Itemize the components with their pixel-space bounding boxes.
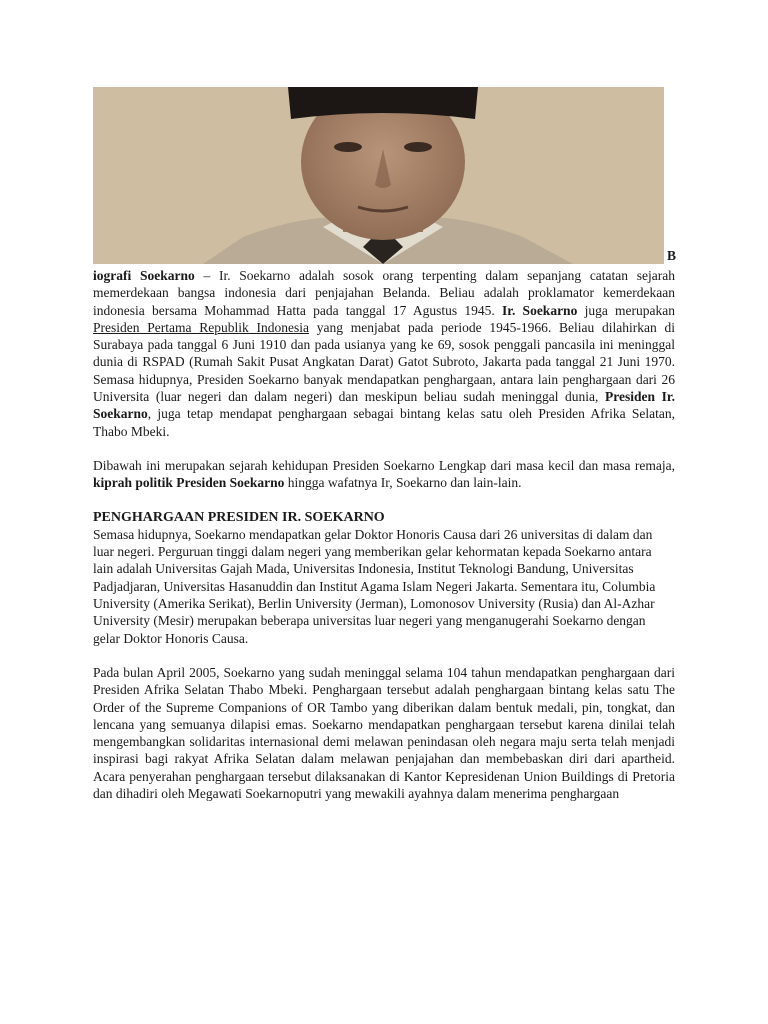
drop-letter: B xyxy=(667,248,677,263)
intro-bold-2: Presiden Ir. Soekarno xyxy=(93,389,675,422)
section-heading: PENGHARGAAN PRESIDEN IR. SOEKARNO xyxy=(93,509,385,525)
intro-text-1: – Ir. Soekarno adalah sosok orang terpenting dalam sepanjang catatan sejarah memerdekaan bangsa indonesia dari penjajahan Belanda. Beliau adalah proklamator kemerdekaan indonesia bersama Mohammad Hatta pada tanggal 17 Agustus 1945. xyxy=(93,268,675,318)
spacer xyxy=(93,647,675,664)
intro-text-3: yang menjabat pada periode 1945-1966. Beliau dilahirkan di Surabaya pada tanggal 6 Juni 1910 dan pada usianya yang ke 69, sosok penggali pancasila ini meninggal dunia di RSPAD (Rumah Sakit Pusat Angkatan Darat) Gatot Subroto, Jakarta pada tanggal 21 Juni 1970. Semasa hidupnya, Presiden Soekarno banyak mendapatkan penghargaan, antara lain penghargaan dari 26 Universita (luar negeri dan dalam negeri) dan meskipun beliau sudah meninggal dunia, xyxy=(93,319,675,405)
summary-text-2: hingga wafatnya Ir, Soekarno dan lain-lain. xyxy=(284,475,522,491)
article-title: iografi Soekarno xyxy=(93,268,195,283)
spacer xyxy=(93,440,675,457)
spacer xyxy=(93,492,675,509)
awards-paragraph: Semasa hidupnya, Soekarno mendapatkan gelar Doktor Honoris Causa dari 26 universitas di dalam dan luar negeri. Perguruan tinggi dalam negeri yang memberikan gelar kehormatan kepada Soekarno antara lain adalah Universitas Gajah Mada, Universitas Indonesia, Institut Teknologi Bandung, Universitas Padjadjaran, Universitas Hasanuddin dan Institut Agama Islam Negeri Jakarta. Sementara itu, Columbia University (Amerika Serikat), Berlin University (Jerman), Lomonosov University (Rusia) dan Al-Azhar University (Mesir) merupakan beberapa universitas luar negeri yang menganugerahi Soekarno dengan gelar Doktor Honoris Causa. xyxy=(93,526,656,646)
portrait-photo xyxy=(93,87,664,264)
summary-text-1: Dibawah ini merupakan sejarah kehidupan Presiden Soekarno Lengkap dari masa kecil dan masa remaja, xyxy=(93,457,675,473)
intro-bold-1: Ir. Soekarno xyxy=(501,302,578,318)
president-link[interactable]: Presiden Pertama Republik Indonesia xyxy=(93,319,309,335)
summary-bold: kiprah politik Presiden Soekarno xyxy=(93,475,285,491)
intro-paragraph xyxy=(93,267,675,440)
article-body xyxy=(93,267,675,802)
portrait-illustration xyxy=(93,87,664,264)
summary-paragraph xyxy=(93,457,675,492)
intro-text-4: , juga tetap mendapat penghargaan sebagai bintang kelas satu oleh Presiden Afrika Selatan, Thabo Mbeki. xyxy=(93,406,675,439)
intro-text-2: juga merupakan xyxy=(577,302,676,318)
south-africa-paragraph: Pada bulan April 2005, Soekarno yang sudah meninggal selama 104 tahun mendapatkan penghargaan dari Presiden Afrika Selatan Thabo Mbeki. Penghargaan tersebut adalah penghargaan bintang kelas satu The Order of the Supreme Companions of OR Tambo yang diberikan dalam bentuk medali, pin, tongkat, dan lencana yang semuanya dilapisi emas. Soekarno mendapatkan penghargaan tersebut karena dinilai telah mengembangkan solidaritas internasional demi melawan penindasan oleh negara maju serta telah menjadi inspirasi bagi rakyat Afrika Selatan dalam melawan penjajahan dan membebaskan diri dari apartheid. Acara penyerahan penghargaan tersebut dilaksanakan di Kantor Kepresidenan Union Buildings di Pretoria dan dihadiri oleh Megawati Soekarnoputri yang mewakili ayahnya dalam menerima penghargaan xyxy=(93,664,675,802)
